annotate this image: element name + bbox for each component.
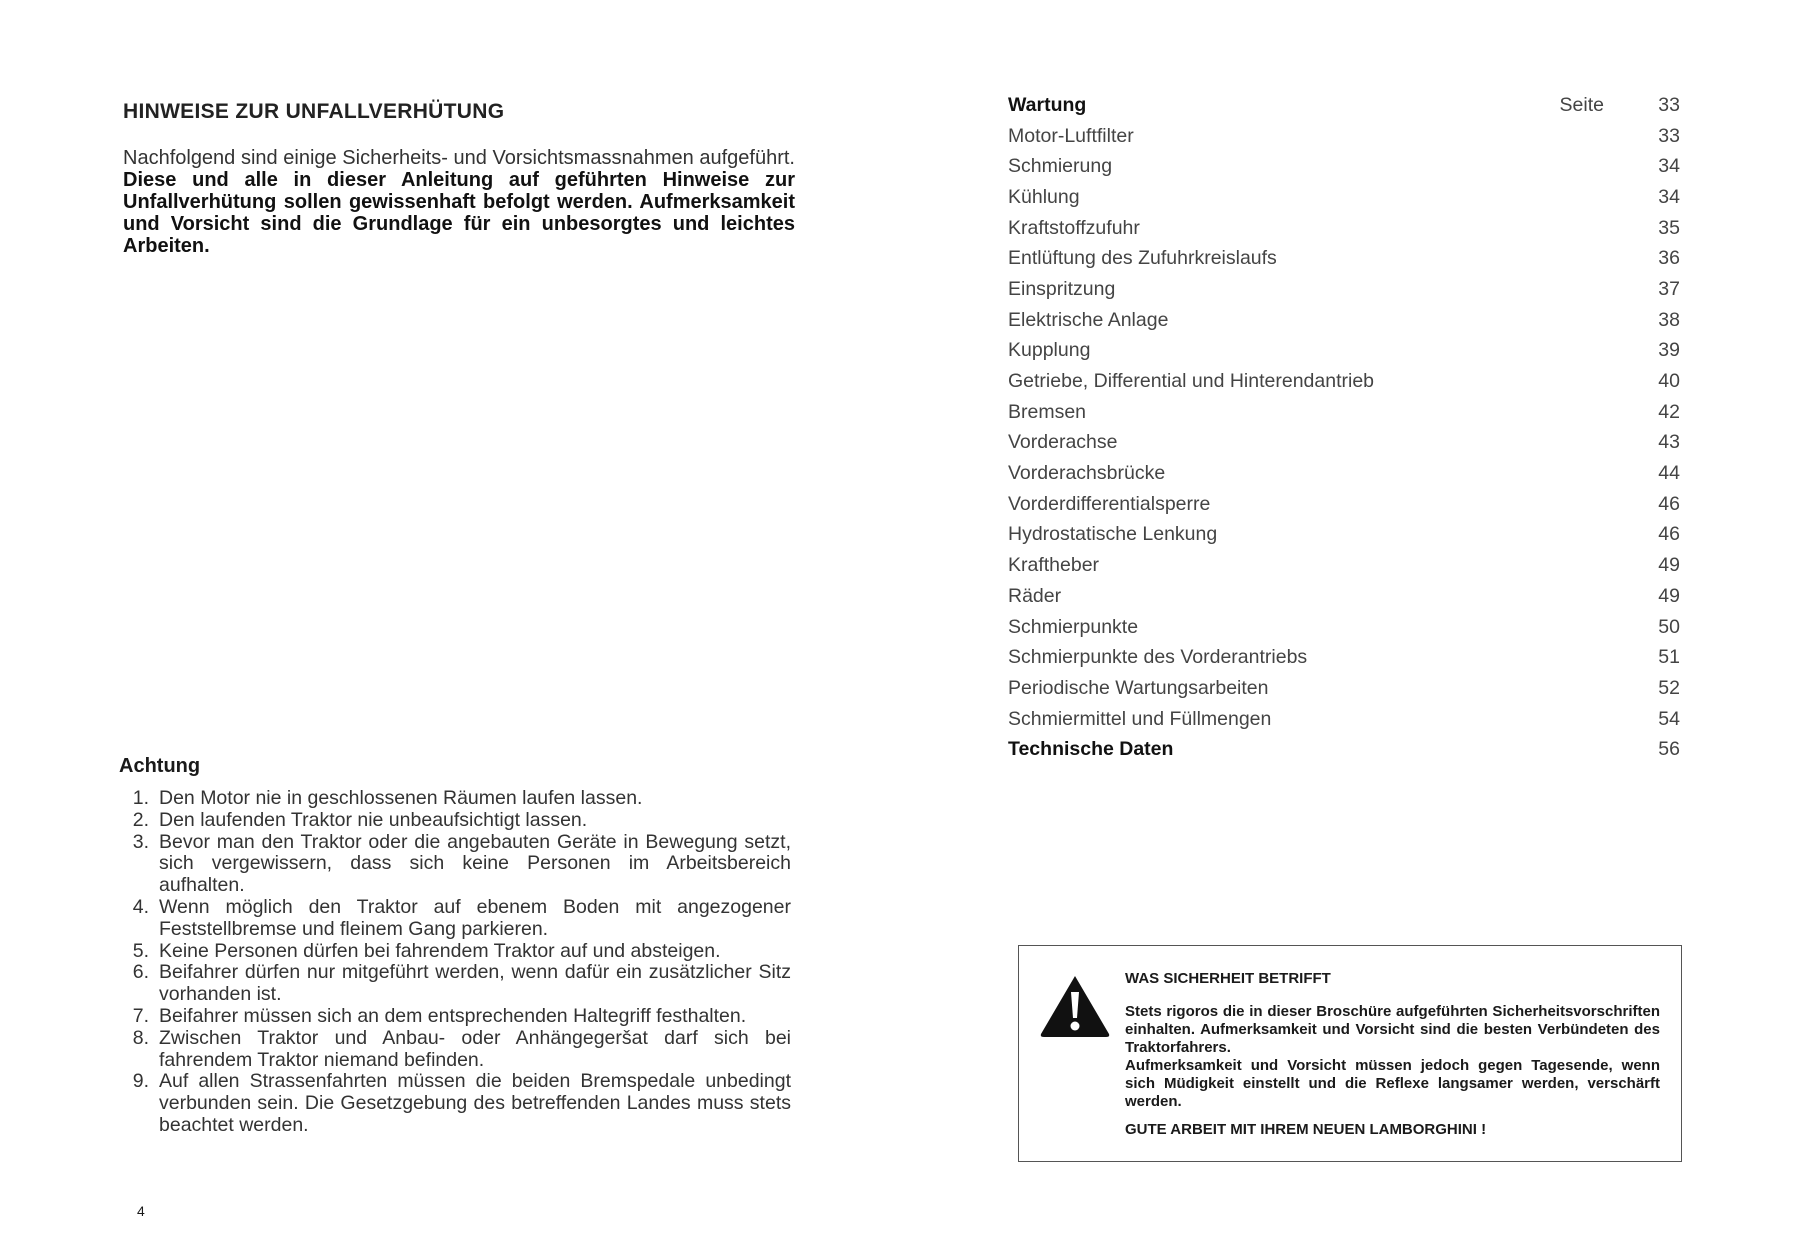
intro-bold: Diese und alle in dieser Anleitung auf geführten Hinweise zur Unfallverhütung sollen gewissenhaft befolgt werden. Aufmerksamkeit und Vorsicht sind die Grundlage für ein unbesorgtes und leichtes Arbeiten. <box>123 169 795 257</box>
toc-entry-label: Kühlung <box>1008 185 1080 208</box>
list-item <box>119 962 791 1006</box>
list-item <box>119 832 791 897</box>
toc-entry <box>1008 397 1680 428</box>
toc-entry <box>1008 520 1680 551</box>
item-text: Beifahrer müssen sich an dem entsprechenden Haltegriff festhalten. <box>159 1004 747 1027</box>
item-text: Keine Personen dürfen bei fahrendem Traktor auf und absteigen. <box>159 939 721 962</box>
toc-entry-label: Kupplung <box>1008 339 1091 362</box>
toc-entry-label: Vorderachsbrücke <box>1008 462 1166 485</box>
toc-entry-label: Vorderdifferentialsperre <box>1008 492 1211 515</box>
toc-entry <box>1008 458 1680 489</box>
toc-page: 43 <box>1658 431 1680 454</box>
toc-page: 42 <box>1658 400 1680 423</box>
toc-entry <box>1008 704 1680 735</box>
toc-entry <box>1008 673 1680 704</box>
item-number: 7. <box>132 1004 149 1027</box>
table-of-contents <box>1008 90 1680 765</box>
item-text: Beifahrer dürfen nur mitgeführt werden, wenn dafür ein zusätzlicher Sitz vorhanden ist. <box>159 961 791 1006</box>
toc-page: 39 <box>1658 339 1680 362</box>
toc-page: 46 <box>1658 523 1680 546</box>
toc-entry-label: Schmierpunkte <box>1008 615 1139 638</box>
toc-entry <box>1008 581 1680 612</box>
toc-page: 49 <box>1658 554 1680 577</box>
toc-page: 46 <box>1658 492 1680 515</box>
item-number: 8. <box>132 1026 149 1049</box>
toc-page: 54 <box>1658 707 1680 730</box>
safety-text-1: Stets rigoros die in dieser Broschüre aufgeführten Sicherheitsvorschriften einhalten. Aufmerksamkeit und Vorsicht sind die besten Verbündeten des Traktorfahrers. <box>1125 1003 1660 1056</box>
toc-entry-label: Einspritzung <box>1008 277 1116 300</box>
toc-page: 34 <box>1658 155 1680 178</box>
safety-notice-box <box>1018 945 1682 1162</box>
toc-page: 37 <box>1658 277 1680 300</box>
toc-entry <box>1008 274 1680 305</box>
intro-paragraph <box>123 147 795 257</box>
toc-footer <box>1008 734 1680 765</box>
toc-entry-label: Bremsen <box>1008 400 1087 423</box>
toc-page: 33 <box>1658 124 1680 147</box>
toc-entry <box>1008 151 1680 182</box>
item-number: 1. <box>132 787 149 809</box>
list-item <box>119 897 791 941</box>
toc-entry <box>1008 642 1680 673</box>
list-item <box>119 810 791 832</box>
item-text: Auf allen Strassenfahrten müssen die beiden Bremspedale unbedingt verbunden sein. Die Gesetzgebung des betreffenden Landes muss stets beachtet werden. <box>159 1070 791 1136</box>
toc-entry <box>1008 336 1680 367</box>
toc-entry-label: Schmierpunkte des Vorderantriebs <box>1008 646 1308 669</box>
toc-page: 50 <box>1658 615 1680 638</box>
safety-text-2: Aufmerksamkeit und Vorsicht müssen jedoch gegen Tagesende, wenn sich Müdigkeit einstellt und die Reflexe langsamer werden, verschärft werden. <box>1125 1057 1660 1110</box>
toc-entry <box>1008 182 1680 213</box>
page-number: 4 <box>137 1203 145 1219</box>
toc-entry <box>1008 612 1680 643</box>
toc-page: 36 <box>1658 247 1680 270</box>
item-text: Zwischen Traktor und Anbau- oder Anhängegeršat darf sich bei fahrendem Traktor niemand befinden. <box>159 1026 791 1071</box>
toc-page: 38 <box>1658 308 1680 331</box>
warning-triangle-icon <box>1039 974 1111 1038</box>
toc-page: 35 <box>1658 216 1680 239</box>
toc-entry <box>1008 121 1680 152</box>
toc-entry <box>1008 305 1680 336</box>
toc-entry <box>1008 366 1680 397</box>
item-number: 5. <box>132 939 149 962</box>
toc-entry <box>1008 213 1680 244</box>
item-text: Den laufenden Traktor nie unbeaufsichtigt lassen. <box>159 808 588 831</box>
toc-page: 34 <box>1658 185 1680 208</box>
toc-header <box>1008 90 1680 121</box>
toc-footer-label: Technische Daten <box>1008 738 1174 761</box>
list-item <box>119 1028 791 1072</box>
toc-entry-label: Kraftheber <box>1008 554 1100 577</box>
list-item <box>119 1071 791 1136</box>
safety-box-title: WAS SICHERHEIT BETRIFFT <box>1125 970 1331 987</box>
item-text: Den Motor nie in geschlossenen Räumen laufen lassen. <box>159 787 643 809</box>
item-text: Bevor man den Traktor oder die angebauten Geräte in Bewegung setzt, sich vergewissern, dass sich keine Personen im Arbeitsbereich aufhalten. <box>159 830 791 897</box>
toc-entry-label: Räder <box>1008 584 1062 607</box>
item-number: 6. <box>132 961 149 984</box>
safety-rules-list <box>119 788 791 1137</box>
toc-entry <box>1008 489 1680 520</box>
toc-entry-label: Getriebe, Differential und Hinterendantrieb <box>1008 370 1375 393</box>
toc-entry <box>1008 428 1680 459</box>
toc-entry-label: Schmiermittel und Füllmengen <box>1008 707 1272 730</box>
section-title: HINWEISE ZUR UNFALLVERHÜTUNG <box>123 100 505 123</box>
toc-entry-label: Hydrostatische Lenkung <box>1008 523 1218 546</box>
intro-normal: Nachfolgend sind einige Sicherheits- und Vorsichtsmassnahmen aufgeführt. <box>123 147 795 169</box>
safety-box-text <box>1125 1003 1660 1111</box>
toc-page: 40 <box>1658 370 1680 393</box>
safety-box-closing: GUTE ARBEIT MIT IHREM NEUEN LAMBORGHINI ! <box>1125 1121 1487 1138</box>
toc-page: 49 <box>1658 584 1680 607</box>
toc-entry-label: Elektrische Anlage <box>1008 308 1169 331</box>
toc-entry <box>1008 243 1680 274</box>
list-item <box>119 1006 791 1028</box>
item-number: 9. <box>132 1070 149 1093</box>
toc-entry-label: Entlüftung des Zufuhrkreislaufs <box>1008 247 1277 270</box>
toc-entry-label: Kraftstoffzufuhr <box>1008 216 1140 239</box>
item-number: 3. <box>132 830 149 853</box>
toc-page: 33 <box>1658 93 1680 116</box>
list-item <box>119 788 791 810</box>
achtung-heading: Achtung <box>119 755 201 777</box>
toc-page: 56 <box>1658 738 1680 761</box>
toc-header-label: Wartung <box>1008 93 1087 116</box>
toc-page: 52 <box>1658 676 1680 699</box>
item-number: 2. <box>132 808 149 831</box>
toc-entry <box>1008 550 1680 581</box>
toc-entry-label: Schmierung <box>1008 155 1113 178</box>
toc-entry-label: Vorderachse <box>1008 431 1118 454</box>
toc-page: 44 <box>1658 462 1680 485</box>
list-item <box>119 941 791 963</box>
item-number: 4. <box>132 895 149 918</box>
toc-entry-label: Periodische Wartungsarbeiten <box>1008 676 1269 699</box>
seite-label: Seite <box>1559 93 1604 116</box>
toc-page: 51 <box>1658 646 1680 669</box>
item-text: Wenn möglich den Traktor auf ebenem Boden mit angezogener Feststellbremse und fleinem Gang parkieren. <box>159 895 791 940</box>
toc-entry-label: Motor-Luftfilter <box>1008 124 1134 147</box>
